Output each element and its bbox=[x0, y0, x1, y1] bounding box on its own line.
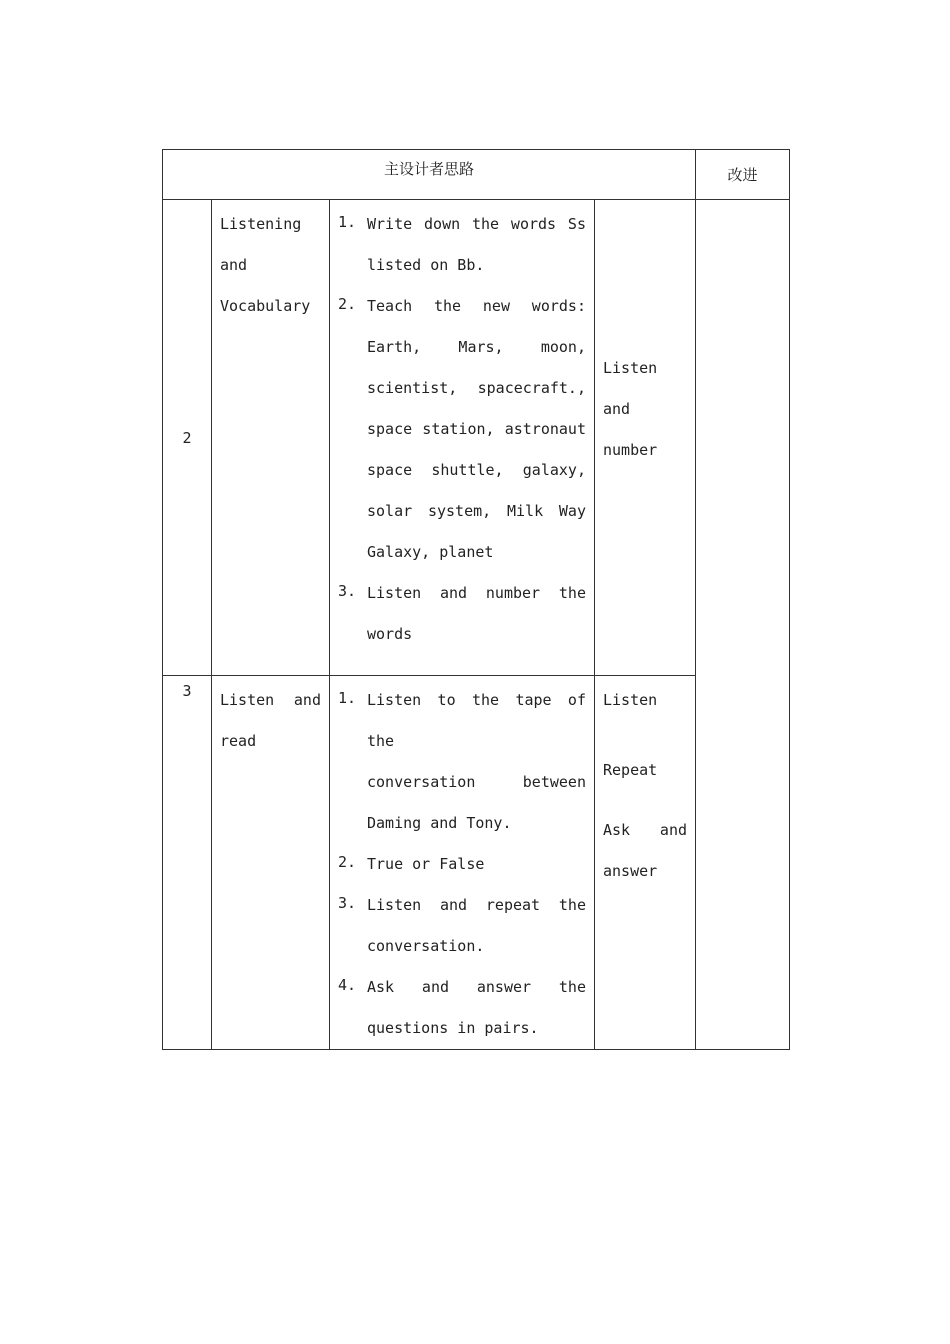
phase-line: and bbox=[220, 256, 248, 274]
phase-cell bbox=[212, 676, 330, 1050]
header-row bbox=[163, 150, 790, 200]
list-text bbox=[367, 204, 586, 286]
text-line: Listen to the tape of the bbox=[367, 691, 586, 750]
step-number: 2 bbox=[163, 200, 212, 676]
text-line: scientist, spacecraft., bbox=[367, 379, 586, 397]
activity-line: Listen and bbox=[603, 359, 658, 418]
text-line: Write down the words Ss bbox=[367, 215, 586, 233]
activity-line: number bbox=[603, 441, 658, 459]
text-line: Galaxy, planet bbox=[367, 543, 494, 561]
list-text bbox=[367, 844, 586, 885]
list-text bbox=[367, 286, 586, 573]
list-number: 3. bbox=[338, 894, 357, 912]
text-line: True or False bbox=[367, 855, 485, 873]
text-line: Daming and Tony. bbox=[367, 814, 512, 832]
phase-cell bbox=[212, 200, 330, 676]
phase-line: Listening bbox=[220, 215, 302, 233]
table-row bbox=[163, 676, 790, 1050]
list-text bbox=[367, 967, 586, 1049]
steps-list bbox=[330, 676, 594, 1049]
text-line: listed on Bb. bbox=[367, 256, 485, 274]
list-item bbox=[338, 573, 586, 655]
list-number: 4. bbox=[338, 976, 357, 994]
text-line: space shuttle, galaxy, bbox=[367, 461, 586, 479]
text-line: Listen and number the bbox=[367, 584, 586, 602]
list-text bbox=[367, 573, 586, 655]
improvement-cell bbox=[696, 200, 790, 1050]
activity-line: Ask and bbox=[603, 821, 688, 839]
text-line: Ask and answer the bbox=[367, 978, 586, 996]
steps-cell bbox=[330, 200, 595, 676]
phase-line: Vocabulary bbox=[220, 297, 311, 315]
activity-line: answer bbox=[603, 862, 658, 880]
list-item bbox=[338, 967, 586, 1049]
activity-cell bbox=[595, 200, 696, 676]
step-number: 3 bbox=[163, 676, 212, 1050]
text-line: Teach the new words: bbox=[367, 297, 586, 315]
list-item bbox=[338, 286, 586, 573]
list-number: 1. bbox=[338, 213, 357, 231]
activity-line: Listen bbox=[603, 691, 658, 709]
list-item bbox=[338, 885, 586, 967]
list-item bbox=[338, 204, 586, 286]
phase-line: Listen and bbox=[220, 691, 321, 709]
activity-line: Repeat bbox=[603, 761, 658, 779]
list-text bbox=[367, 680, 586, 844]
list-number: 1. bbox=[338, 689, 357, 707]
text-line: words bbox=[367, 625, 413, 643]
designer-thinking-header: 主设计者思路 bbox=[163, 150, 696, 200]
phase-line: read bbox=[220, 732, 257, 750]
text-line: Earth, Mars, moon, bbox=[367, 338, 586, 356]
text-line: solar system, Milk Way bbox=[367, 502, 586, 520]
activity-cell bbox=[595, 676, 696, 1050]
list-text bbox=[367, 885, 586, 967]
text-line: questions in pairs. bbox=[367, 1019, 539, 1037]
text-line: Listen and repeat the bbox=[367, 896, 586, 914]
list-item bbox=[338, 680, 586, 844]
steps-list bbox=[330, 200, 594, 655]
lesson-plan-table bbox=[162, 149, 790, 1050]
text-line: space station, astronaut bbox=[367, 420, 586, 438]
list-number: 2. bbox=[338, 295, 357, 313]
table-row bbox=[163, 200, 790, 676]
improvement-header: 改进 bbox=[696, 150, 790, 200]
text-line: conversation between bbox=[367, 773, 586, 791]
list-number: 3. bbox=[338, 582, 357, 600]
steps-cell bbox=[330, 676, 595, 1050]
list-number: 2. bbox=[338, 853, 357, 871]
text-line: conversation. bbox=[367, 937, 485, 955]
list-item bbox=[338, 844, 586, 885]
